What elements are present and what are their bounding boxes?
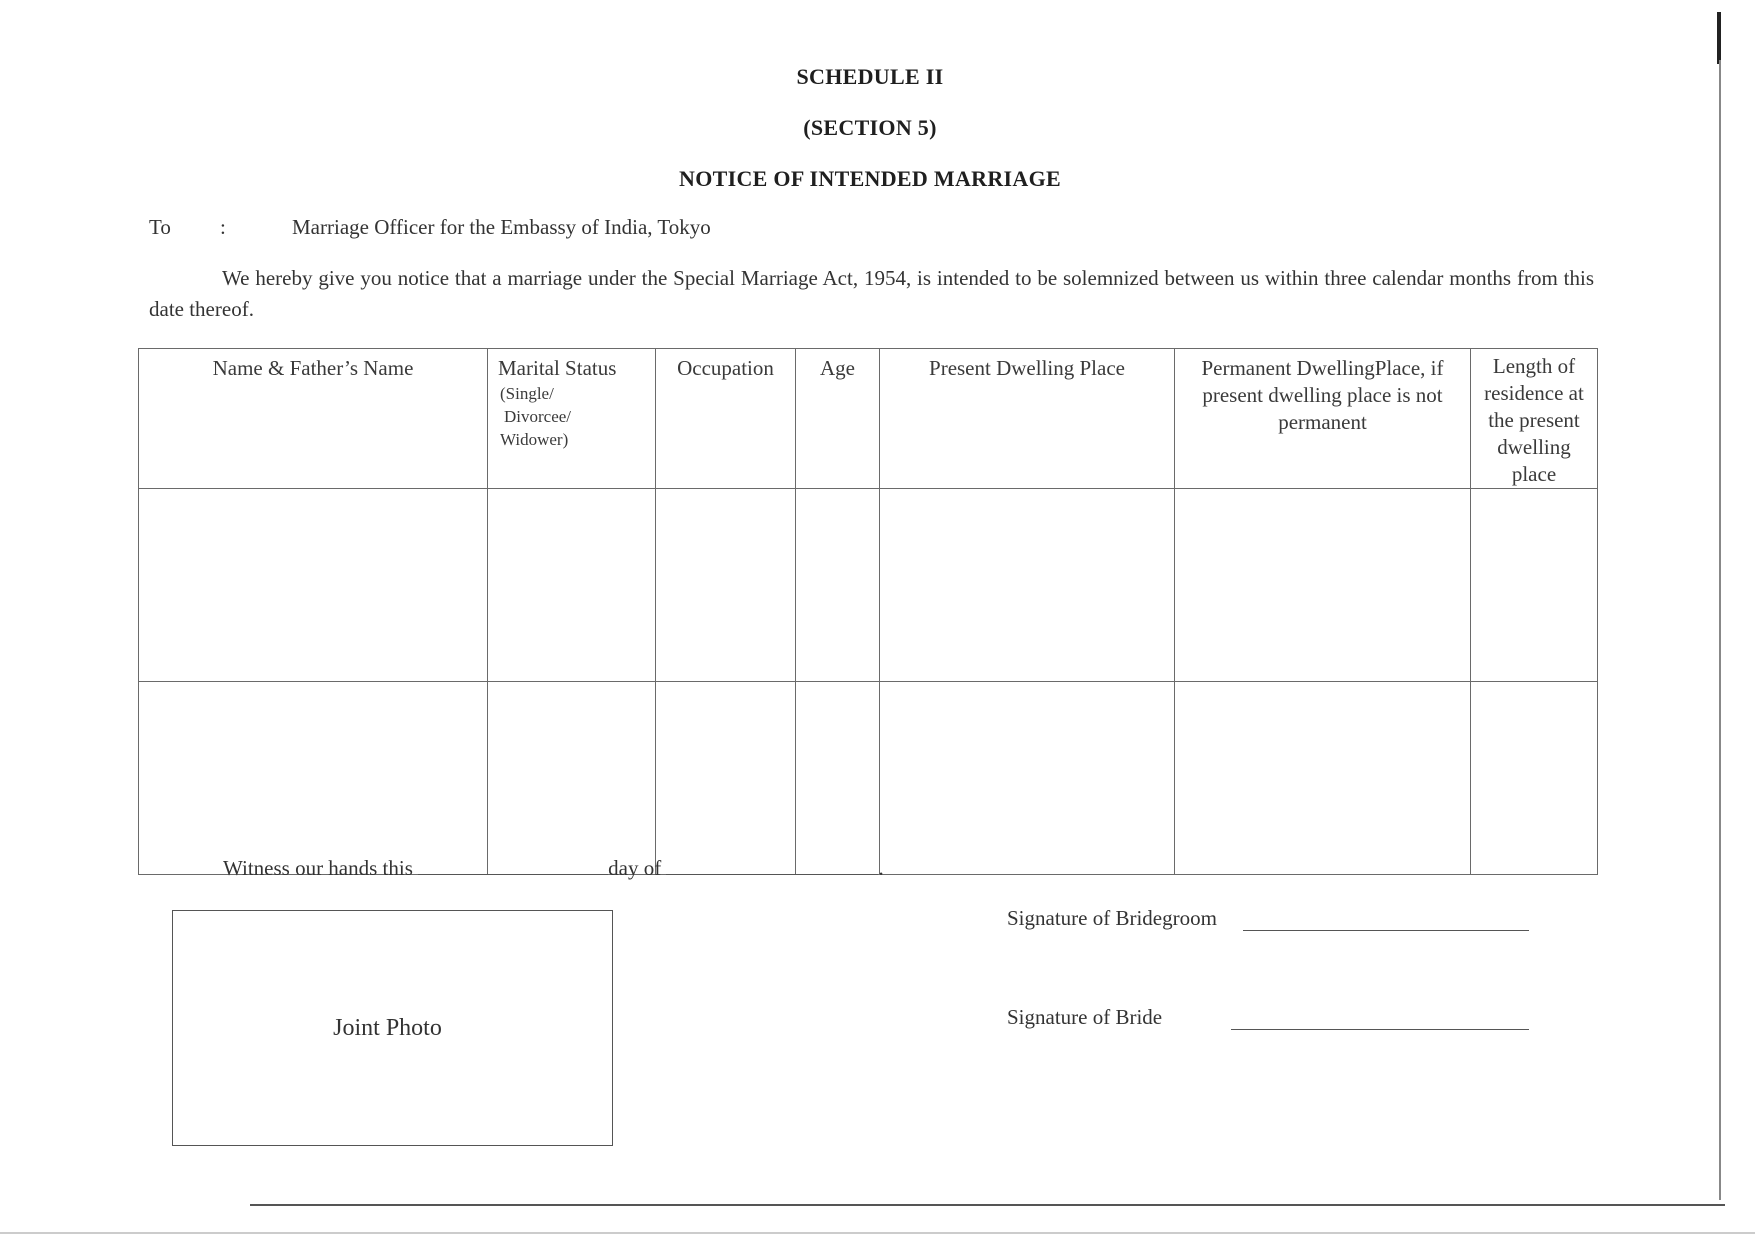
scan-edge-line [1719,60,1721,1200]
column-header-age [796,349,880,489]
column-header-age-label: Age [820,356,855,380]
bridegroom-signature-label: Signature of Bridegroom [1007,906,1217,930]
column-header-name-label: Name & Father’s Name [212,356,414,380]
witness-middle: day of [608,856,662,880]
table-header-row [139,349,1598,489]
cell-occupation[interactable] [656,682,796,875]
cell-length-of-residence[interactable] [1471,489,1598,682]
witness-suffix: . [878,856,884,880]
witness-day-blank[interactable] [418,860,608,875]
scan-bottom-edge [0,1232,1755,1234]
addressee-label: To [149,215,171,239]
column-header-present-dwelling-label: Present Dwelling Place [929,356,1125,380]
column-header-occupation-label: Occupation [677,356,774,380]
marital-option-single: (Single/ [500,384,554,403]
form-title: NOTICE OF INTENDED MARRIAGE [679,166,1061,191]
cell-permanent-dwelling[interactable] [1175,682,1471,875]
bridegroom-signature-line[interactable] [1243,930,1529,931]
scan-edge-mark [1717,12,1721,64]
witness-line [223,856,884,881]
notice-paragraph: We hereby give you notice that a marriage under the Special Marriage Act, 1954, is intended to be solemnized between us within three calendar months from this date thereof. [149,266,1594,321]
marital-option-divorcee: Divorcee/ [504,407,572,426]
addressee-value: Marriage Officer for the Embassy of India, Tokyo [292,215,711,239]
cell-age[interactable] [796,682,880,875]
column-header-permanent-dwelling [1175,349,1471,489]
column-header-length-of-residence [1471,349,1598,489]
column-header-marital-status-label: Marital Status [498,356,617,380]
column-header-marital-status [488,349,656,489]
cell-present-dwelling[interactable] [880,489,1175,682]
joint-photo-box[interactable] [172,910,613,1146]
cell-name[interactable] [139,682,488,875]
scan-bottom-line [250,1204,1725,1206]
bride-signature-line[interactable] [1231,1029,1529,1030]
section-heading: (SECTION 5) [803,115,937,140]
cell-age[interactable] [796,489,880,682]
cell-occupation[interactable] [656,489,796,682]
witness-month-blank[interactable] [666,860,878,875]
witness-prefix: Witness our hands this [223,856,413,880]
column-header-present-dwelling [880,349,1175,489]
cell-permanent-dwelling[interactable] [1175,489,1471,682]
bride-signature-label: Signature of Bride [1007,1005,1163,1029]
column-header-name [139,349,488,489]
cell-length-of-residence[interactable] [1471,682,1598,875]
joint-photo-label: Joint Photo [333,1014,442,1041]
cell-marital-status[interactable] [488,682,656,875]
cell-name[interactable] [139,489,488,682]
column-header-length-of-residence-label: Length of residence at the present dwelling place [1484,354,1584,486]
applicant-details-table [138,348,1598,875]
addressee-colon: : [220,215,226,239]
cell-present-dwelling[interactable] [880,682,1175,875]
cell-marital-status[interactable] [488,489,656,682]
table-row [139,489,1598,682]
table-row [139,682,1598,875]
column-header-occupation [656,349,796,489]
schedule-heading: SCHEDULE II [796,64,944,89]
column-header-permanent-dwelling-label: Permanent DwellingPlace, if present dwelling place is not permanent [1201,356,1444,434]
marital-option-widower: Widower) [500,430,569,449]
